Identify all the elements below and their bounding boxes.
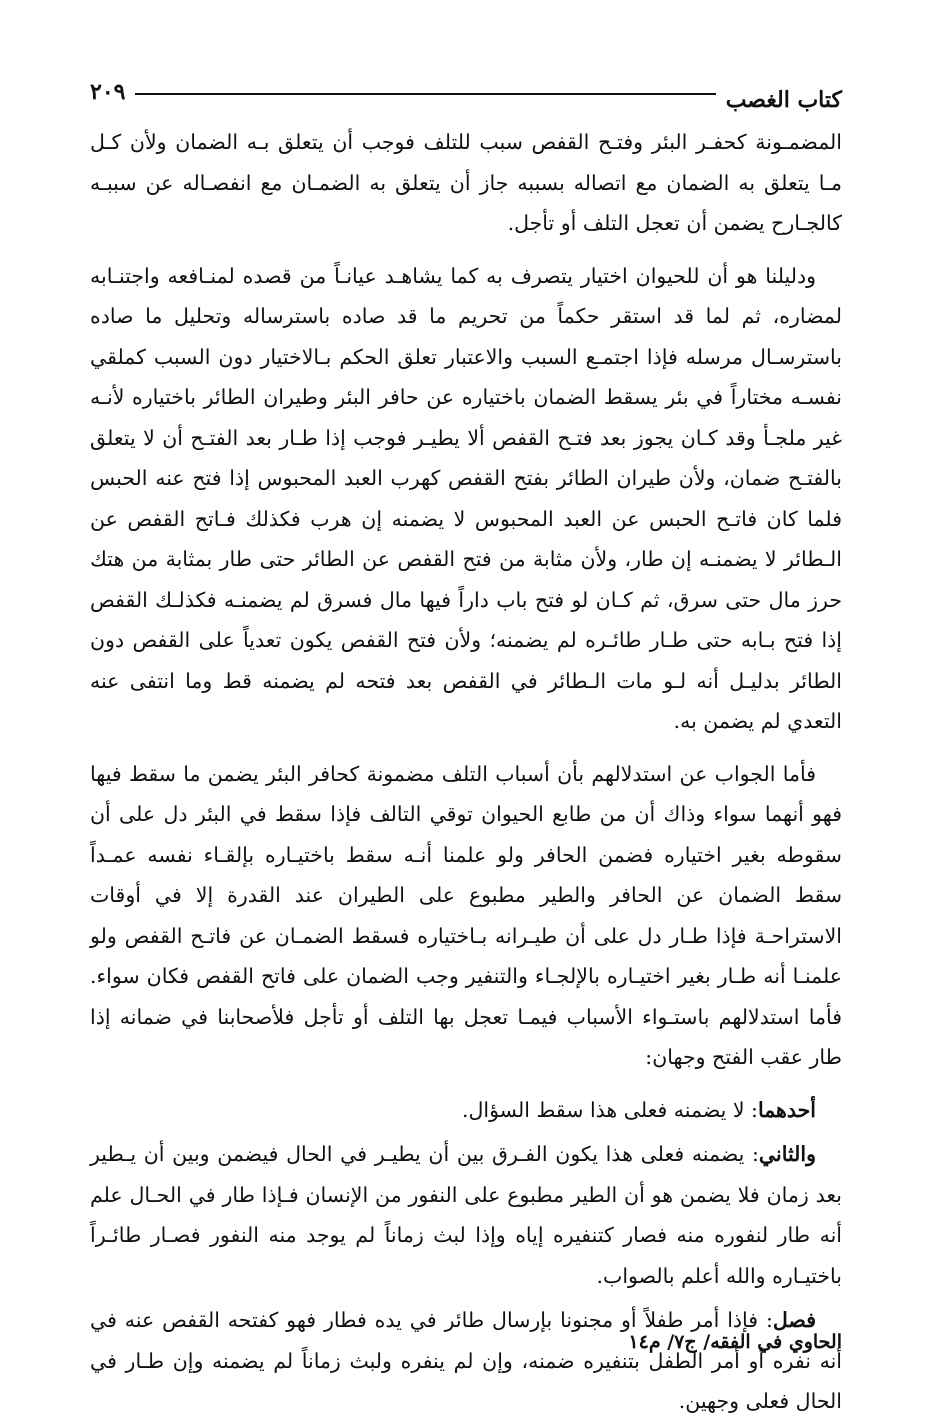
paragraph-response: فأما الجواب عن استدلالهم بأن أسباب التلف مضمونة كحافر البئر يضمن ما سقط فيها فهو أنهما سواء وذاك أن من طابع الحيوان توقي التالف فإذا سقط في البئر دل على أن سقوطه بغير اختياره فضمن الحافر ولو علمنا أنـه سقط باختيـاره بإلقـاء نفسه عمـداً سقط الضمان عن الحافر والطير مطبوع على الطيران عند القدرة إلا في أوقات الاستراحـة فإذا طـار دل على أن طيـرانه بـاختياره فسقط الضمـان عن فاتـح القفص ولو علمنـا أنه طـار بغير اختيـاره بالإلجـاء والتنفير وجب الضمان على فاتح القفص فكان سواء. فأما استدلالهم باستـواء الأسباب فيمـا تعجل بها التلف أو تأجل فلأصحابنا في ضمانه إذا طار عقب الفتح وجهان:	[90, 761, 842, 1069]
first-view-text: : لا يضمنه فعلى هذا سقط السؤال.	[461, 1097, 758, 1122]
paragraph-continuation: المضمـونة كحفـر البئر وفتـح القفص سبب للتلف فوجب أن يتعلق بـه الضمان ولأن كـل مـا يتعلق به الضمان مع اتصاله بسببه جاز أن يتعلق به الضمـان مع انفصـاله عن سببـه كالجـارح يضمن أن تعجل التلف أو تأجل.	[90, 130, 842, 235]
chapter-title: كتاب الغصب	[725, 87, 842, 113]
page-body	[90, 122, 842, 1422]
section-text: : فإذا أمر طفلاً أو مجنونا بإرسال طائر في يده فطار فهو كفتحه القفص عنه في أنه نفره أو أمر الطفل بتنفيره ضمنه، وإن لم ينفره ولبث زماناً لم يضمنه وإن طـار في الحال فعلى وجهين.	[90, 1308, 842, 1413]
running-header	[90, 78, 842, 122]
paragraph-second-view	[90, 1134, 842, 1296]
book-page	[90, 78, 842, 1413]
first-view-lead: أحدهما	[757, 1097, 816, 1122]
second-view-text: : يضمنه فعلى هذا يكون الفـرق بين أن يطيـر في الحال فيضمن وبين أن يـطير بعد زمان فلا يضمن هو أن الطير مطبوع على النفور من الإنسان فـإذا طار في الحـال علم أنه طار لنفوره منه فصار كتنفيره إياه وإذا لبث زماناً لم يوجد منه النفور فصـار طائـراً باختيـاره والله أعلم بالصواب.	[90, 1142, 842, 1288]
header-rule	[135, 93, 715, 95]
paragraph-first-view	[90, 1090, 842, 1131]
paragraph-evidence: ودليلنا هو أن للحيوان اختيار يتصرف به كما يشاهـد عيانـاً من قصده لمنـافعه واجتنـابه لمضاره، ثم لما قد استقر حكماً من تحريم ما قد صاده باسترساله وتحليل ما صاده باسترسـال مرسله فإذا اجتمـع السبب والاعتبار تعلق الحكم بـالاختيار دون السبب كملقي نفسـه مختاراً في بئر يسقط الضمان باختياره عن حافر البئر وطيران الطائر باختياره لأنـه غير ملجـأ وقد كـان يجوز بعد فتـح القفص ألا يطيـر فوجب إذا طـار بعد الفتـح أن لا يتعلق بالفتـح ضمان، ولأن طيران الطائر بفتح القفص كهرب العبد المحبوس إذا فتح عنه الحبس فلما كان فاتـح الحبس عن العبد المحبوس لا يضمنه إن هرب فكذلك فـاتح القفص عن الـطائر لا يضمنـه إن طار، ولأن مثابة من فتح القفص عن الطائر حتى طار بمثابة من هتك حرز مال حتى سرق، ثم كـان لو فتح باب داراً فيها مال فسرق لم يضمنـه فكذلـك القفص إذا فتح بـابه حتى طـار طائـره لم يضمنه؛ ولأن فتح القفص يكون تعدياً على القفص دون الطائر بدليـل أنه لـو مات الـطائر في القفص بعد فتحه لم يضمنه قط وما انتفى عنه التعدي لم يضمن به.	[90, 263, 842, 733]
page-number: ٢٠٩	[90, 79, 126, 105]
footer-signature: الحاوي في الفقه/ ج٧/ م١٤	[628, 1331, 842, 1353]
second-view-lead: والثاني	[758, 1142, 816, 1166]
section-lead: فصل	[772, 1308, 816, 1332]
paragraph-section	[90, 1300, 842, 1422]
